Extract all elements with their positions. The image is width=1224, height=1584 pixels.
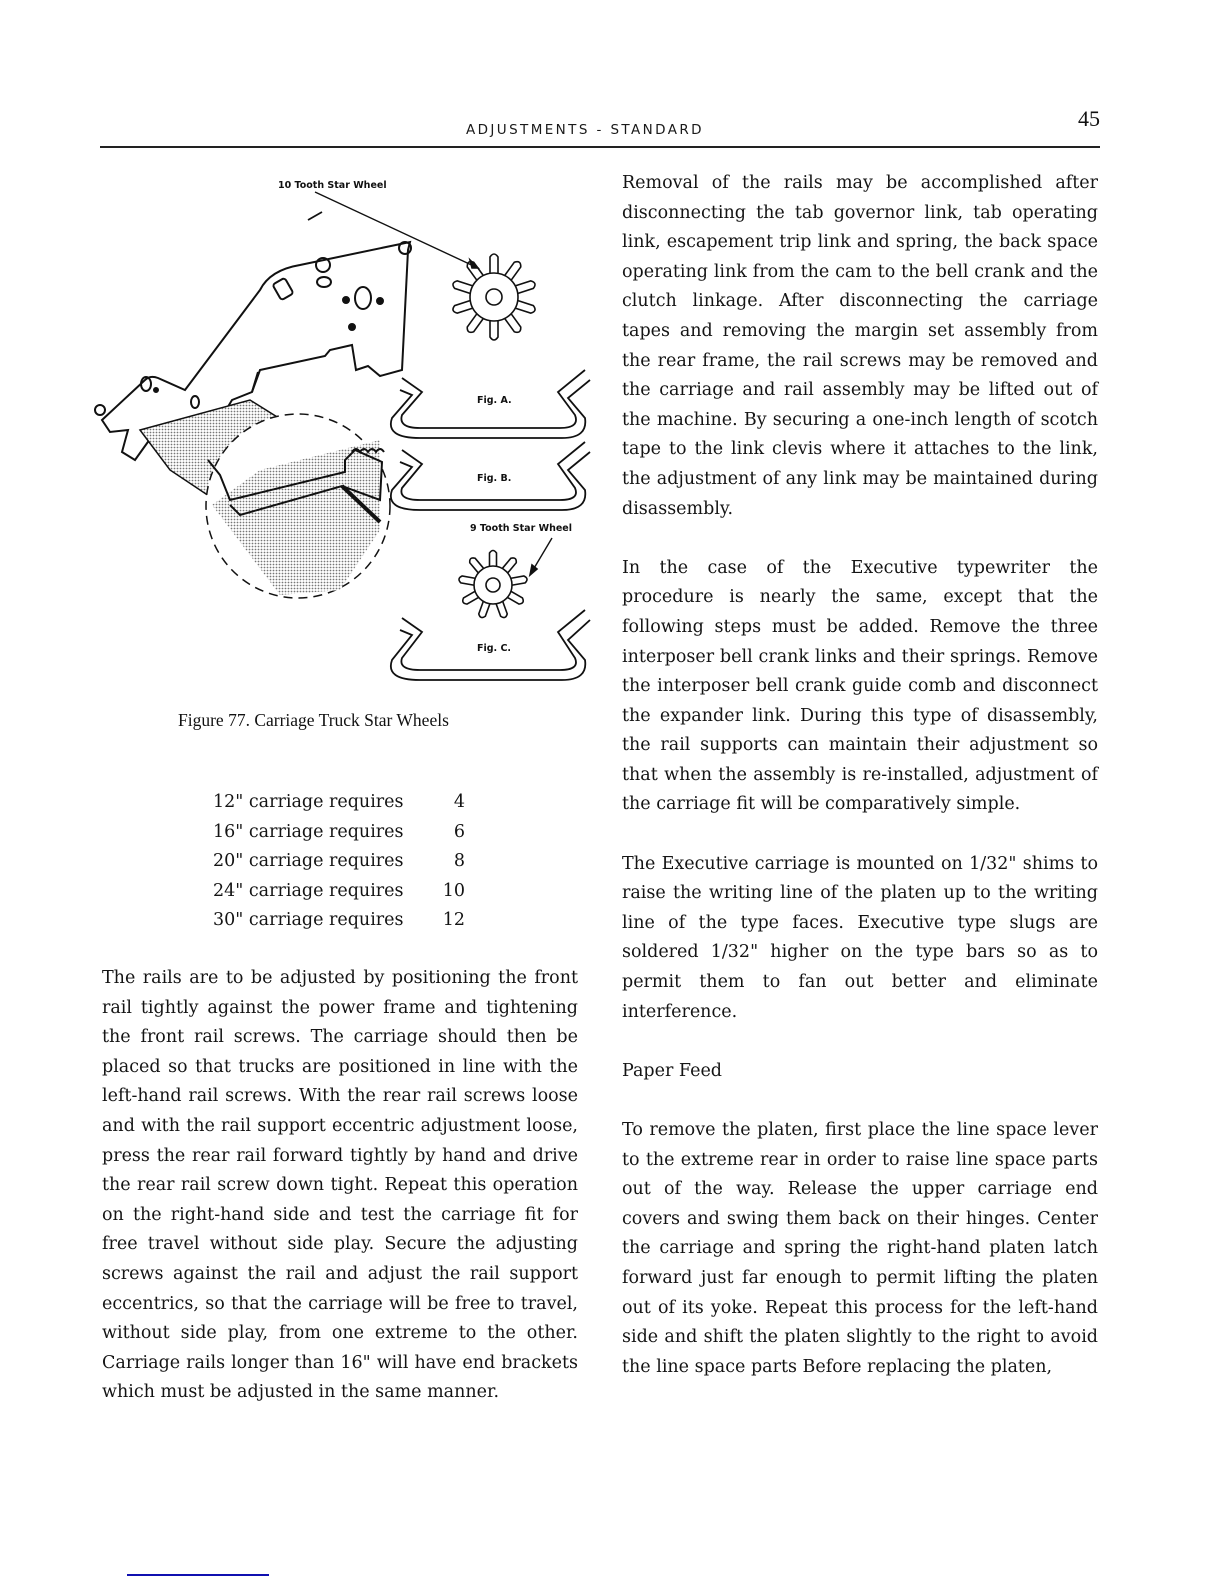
requirement-value: 12 <box>442 910 465 931</box>
label-fig-a: Fig. A. <box>477 395 512 406</box>
carriage-truck-illustration <box>80 170 610 700</box>
requirement-label: 24" carriage requires <box>213 880 404 901</box>
requirement-value: 10 <box>442 880 465 901</box>
executive-procedure-paragraph: In the case of the Executive typewriter the procedure is nearly the same, except that the following steps must be added. Remove the three interposer bell crank links and their springs. Remove the interposer bell crank guide comb and disconnect the expander link. During this type of disassembly, the rail supports can maintain their adjustment so that when the assembly is re-installed, adjustment of the carriage fit will be comparatively simple. <box>622 557 1098 815</box>
requirement-row <box>213 877 465 907</box>
label-fig-c: Fig. C. <box>477 643 512 654</box>
star-wheel-9-tooth <box>458 538 552 619</box>
requirement-label: 12" carriage requires <box>213 792 404 812</box>
running-head: ADJUSTMENTS - STANDARD <box>466 122 704 138</box>
left-column <box>102 964 578 1408</box>
requirement-label: 30" carriage requires <box>213 910 404 931</box>
rail-removal-paragraph: Removal of the rails may be accomplished after disconnecting the tab governor link, tab operating link, escapement trip link and spring, the back space operating link from the cam to the bell crank and the clutch linkage. After disconnecting the carriage tapes and removing the margin set assembly from the rear frame, the rail screws may be removed and the carriage and rail assembly may be lifted out of the machine. By securing a one-inch length of scotch tape to the link clevis where it attaches to the link, the adjustment of any link may be maintained during disassembly. <box>622 173 1098 519</box>
page-number: 45 <box>1078 106 1100 131</box>
executive-carriage-paragraph: The Executive carriage is mounted on 1/32" shims to raise the writing line of the platen up to the writing line of the type faces. Executive type slugs are soldered 1/32" higher on the type bars so as to permit them to fan out better and eliminate interference. <box>622 853 1098 1022</box>
requirement-value: 4 <box>453 792 465 812</box>
requirement-value: 8 <box>453 851 465 872</box>
carriage-requirements-list <box>213 788 465 936</box>
requirement-label: 16" carriage requires <box>213 821 404 842</box>
label-fig-b: Fig. B. <box>477 473 512 484</box>
requirement-row <box>213 788 465 818</box>
footer-link-underline <box>127 1574 269 1576</box>
page-header <box>100 104 1100 148</box>
label-9-tooth-star-wheel: 9 Tooth Star Wheel <box>470 523 572 534</box>
platen-removal-paragraph: To remove the platen, first place the line space lever to the extreme rear in order to raise line space parts out of the way. Release the upper carriage end covers and swing them back on their hinges. Center the carriage and spring the right-hand platen latch forward just far enough to permit lifting the platen out of its yoke. Repeat this process for the left-hand side and shift the platen slightly to the right to avoid the line space parts Before replacing the platen, <box>622 1120 1098 1377</box>
requirement-row <box>213 906 465 936</box>
figure-caption: Figure 77. Carriage Truck Star Wheels <box>178 710 449 730</box>
figure-77 <box>80 170 610 700</box>
rail-adjustment-paragraph: The rails are to be adjusted by positioning the front rail tightly against the power frame and tightening the front rail screws. The carriage should then be placed so that trucks are positioned in line with the left-hand rail screws. With the rear rail screws loose and with the rail support eccentric adjustment loose, press the rear rail forward tightly by hand and drive the rear rail screw down tight. Repeat this operation on the right-hand side and test the carriage fit for free travel without side play. Secure the adjusting screws against the rail and adjust the rail support eccentrics, so that the carriage will be free to travel, without side play, from one extreme to the other. Carriage rails longer than 16" will have end brackets which must be adjusted in the same manner. <box>102 968 578 1403</box>
right-column <box>622 169 1098 1382</box>
paper-feed-heading: Paper Feed <box>622 1060 723 1081</box>
requirement-value: 6 <box>453 821 465 842</box>
requirement-row <box>213 818 465 848</box>
label-10-tooth-star-wheel: 10 Tooth Star Wheel <box>278 180 387 191</box>
magnified-detail <box>206 414 390 598</box>
requirement-row <box>213 847 465 877</box>
requirement-label: 20" carriage requires <box>213 851 404 872</box>
